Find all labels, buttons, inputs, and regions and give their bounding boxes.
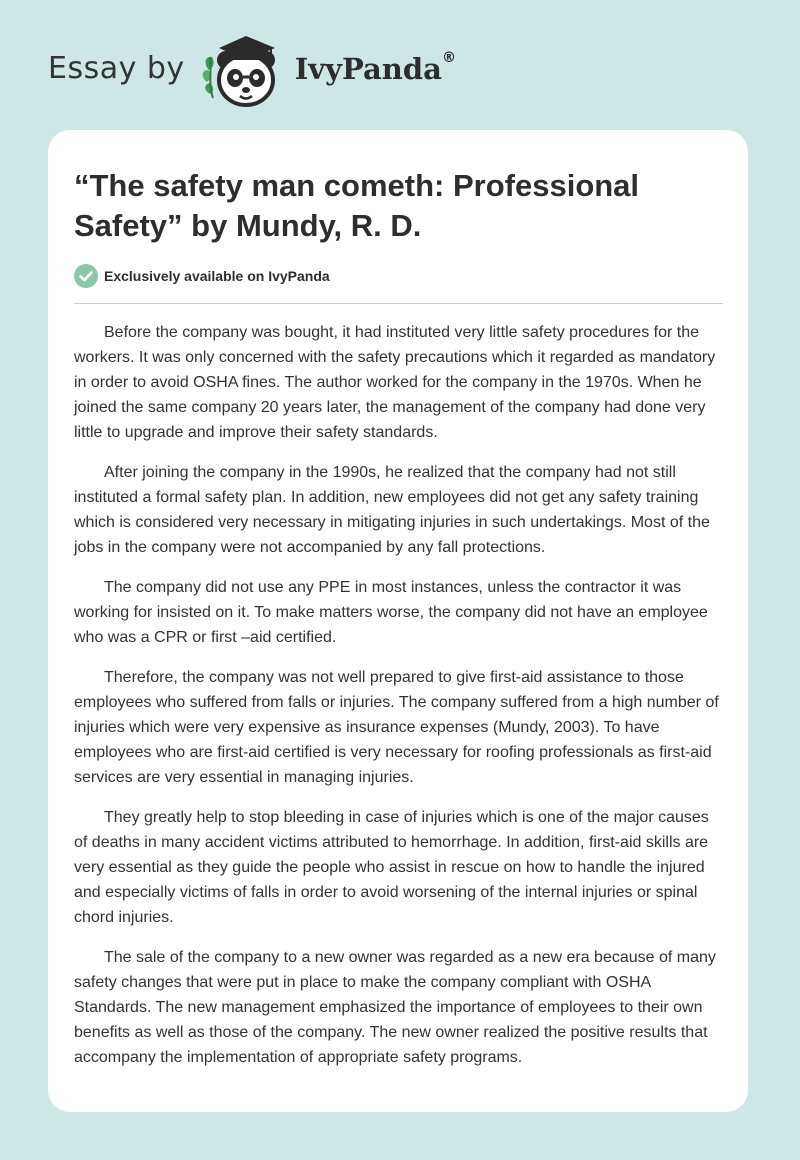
paragraph: They greatly help to stop bleeding in case of injuries which is one of the major causes of deaths in many accident victims attributed to hemorrhage. In addition, first-aid skills are very essential as they guide the people who assist in rescue on how to handle the injured and especially victims of falls in order to avoid worsening of the internal injuries or spinal chord injuries. [74, 809, 709, 926]
registered-mark: ® [441, 50, 456, 66]
brand-name[interactable] [295, 52, 456, 86]
brand-name-text: IvyPanda [294, 52, 442, 86]
essay-by-label: Essay by [48, 50, 185, 86]
paragraph: The sale of the company to a new owner was regarded as a new era because of many safety changes that were put in place to make the company compliant with OSHA Standards. The new management emphasized the importance of employees to their own benefits as well as those of the company. The new owner realized the positive results that accompany the implementation of appropriate safety programs. [74, 949, 716, 1066]
divider [74, 303, 723, 304]
site-header [48, 30, 456, 110]
essay-body [74, 320, 726, 1085]
essay-card [48, 130, 748, 1112]
paragraph: Before the company was bought, it had instituted very little safety procedures for the workers. It was only concerned with the safety precautions which it regarded as mandatory in order to avoid OSHA fines. The author worked for the company in the 1970s. When he joined the same company 20 years later, the management of the company had done very little to upgrade and improve their safety standards. [74, 324, 716, 441]
paragraph: Therefore, the company was not well prepared to give first-aid assistance to those employees who suffered from falls or injuries. The company suffered from a high number of injuries which were very expensive as insurance expenses (Mundy, 2003). To have employees who are first-aid certified is very necessary for roofing professionals as first-aid services are very essential in managing injuries. [74, 669, 719, 786]
paragraph: The company did not use any PPE in most instances, unless the contractor it was working for insisted on it. To make matters worse, the company did not have an employee who was a CPR or first –aid certified. [74, 579, 708, 646]
exclusive-badge [74, 264, 330, 288]
exclusive-badge-label: Exclusively available on IvyPanda [104, 268, 330, 284]
paragraph: After joining the company in the 1990s, he realized that the company had not still instituted a formal safety plan. In addition, new employees did not get any safety training which is considered very necessary in mitigating injuries in such undertakings. Most of the jobs in the company were not accompanied by any fall protections. [74, 464, 710, 556]
check-circle-icon [74, 264, 98, 288]
essay-title: “The safety man cometh: Professional Safety” by Mundy, R. D. [74, 168, 640, 243]
panda-graduate-icon[interactable] [199, 30, 291, 110]
